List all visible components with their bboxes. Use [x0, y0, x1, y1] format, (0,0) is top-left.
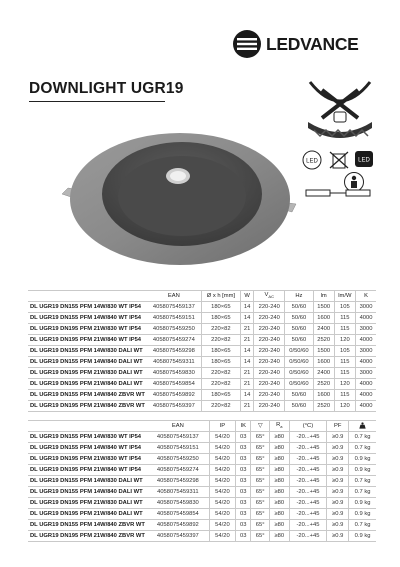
hz-cell: 50/60 — [285, 324, 314, 335]
ean-cell: 4058075459854 — [147, 379, 201, 390]
ip-cell: 54/20 — [209, 509, 235, 520]
table-header: lm — [313, 291, 334, 302]
table-header: EAN — [147, 421, 209, 432]
table-row — [28, 509, 376, 520]
table-header: $V_{AC}$ — [254, 291, 285, 302]
table-header-blank — [28, 421, 147, 432]
product-name-cell: DL UGR19 DN155 PFM 14W/830 WT IP54 — [28, 302, 147, 313]
product-name-cell: DL UGR19 DN195 PFM 21W/830 DALI WT — [28, 498, 147, 509]
product-name-cell: DL UGR19 DN195 PFM 21W/840 ZBVR WT — [28, 401, 147, 412]
no-fall-icon — [308, 82, 372, 138]
kg-cell: 0.9 kg — [349, 498, 376, 509]
k-cell: 3000 — [356, 346, 376, 357]
product-name-cell: DL UGR19 DN155 PFM 14W/840 ZBVR WT — [28, 390, 147, 401]
vac-cell: 220-240 — [254, 357, 285, 368]
temp-cell: -20...+45 — [289, 520, 327, 531]
ean-cell: 4058075459298 — [147, 476, 209, 487]
vac-cell: 220-240 — [254, 390, 285, 401]
dim-cell: 220×82 — [201, 368, 240, 379]
ra-cell: ≥80 — [269, 509, 289, 520]
table-row — [28, 379, 376, 390]
ik-cell: 03 — [236, 487, 251, 498]
led-circle-icon — [303, 151, 321, 169]
ean-cell: 4058075459892 — [147, 390, 201, 401]
product-name-cell: DL UGR19 DN195 PFM 21W/840 WT IP54 — [28, 465, 147, 476]
ra-cell: ≥80 — [269, 487, 289, 498]
lm-cell: 1600 — [313, 357, 334, 368]
ip-cell: 54/20 — [209, 487, 235, 498]
person-icon — [345, 173, 364, 192]
kg-cell: 0.7 kg — [349, 432, 376, 443]
ra-cell: ≥80 — [269, 498, 289, 509]
lm-cell: 2400 — [313, 368, 334, 379]
dim-cell: 180×65 — [201, 302, 240, 313]
product-name-cell: DL UGR19 DN155 PFM 14W/840 WT IP54 — [28, 313, 147, 324]
ledvance-mark-icon — [232, 29, 262, 59]
ean-cell: 4058075459298 — [147, 346, 201, 357]
table-body — [28, 432, 376, 542]
ip-cell: 54/20 — [209, 465, 235, 476]
kg-cell: 0.7 kg — [349, 476, 376, 487]
product-name-cell: DL UGR19 DN155 PFM 14W/830 DALI WT — [28, 476, 147, 487]
w-cell: 21 — [240, 379, 253, 390]
product-name-cell: DL UGR19 DN195 PFM 21W/830 DALI WT — [28, 368, 147, 379]
product-name-cell: DL UGR19 DN195 PFM 21W/840 DALI WT — [28, 379, 147, 390]
table-row — [28, 346, 376, 357]
k-cell: 4000 — [356, 357, 376, 368]
dim-cell: 220×82 — [201, 324, 240, 335]
w-cell: 21 — [240, 368, 253, 379]
table-header: lm/W — [334, 291, 355, 302]
ean-cell: 4058075459250 — [147, 324, 201, 335]
lmw-cell: 115 — [334, 368, 355, 379]
hz-cell: 0/50/60 — [285, 357, 314, 368]
product-name-cell: DL UGR19 DN195 PFM 21W/840 DALI WT — [28, 509, 147, 520]
table-header: IP — [209, 421, 235, 432]
beam-cell: 65° — [251, 531, 270, 542]
lm-cell: 2520 — [313, 335, 334, 346]
ik-cell: 03 — [236, 454, 251, 465]
table-body — [28, 302, 376, 412]
temp-cell: -20...+45 — [289, 432, 327, 443]
ip-cell: 54/20 — [209, 443, 235, 454]
table-row — [28, 313, 376, 324]
table-row — [28, 520, 376, 531]
kg-cell: 0.7 kg — [349, 520, 376, 531]
k-cell: 4000 — [356, 335, 376, 346]
beam-cell: 65° — [251, 520, 270, 531]
beam-cell: 65° — [251, 443, 270, 454]
table-header: K — [356, 291, 376, 302]
table-header: $R_a$ — [269, 421, 289, 432]
pf-cell: ≥0.9 — [327, 531, 349, 542]
w-cell: 21 — [240, 324, 253, 335]
kg-cell: 0.7 kg — [349, 487, 376, 498]
temp-cell: -20...+45 — [289, 476, 327, 487]
w-cell: 14 — [240, 313, 253, 324]
dim-cell: 180×65 — [201, 313, 240, 324]
w-cell: 21 — [240, 335, 253, 346]
ean-cell: 4058075459854 — [147, 509, 209, 520]
title-divider — [29, 101, 165, 102]
downlight-product-image — [60, 124, 300, 274]
kg-cell: 0.7 kg — [349, 443, 376, 454]
table-header: Hz — [285, 291, 314, 302]
lmw-cell: 115 — [334, 357, 355, 368]
table-header: ▽ — [251, 421, 270, 432]
lmw-cell: 120 — [334, 335, 355, 346]
ean-cell: 4058075459311 — [147, 487, 209, 498]
table-header-blank — [28, 291, 147, 302]
ra-cell: ≥80 — [269, 465, 289, 476]
product-name-cell: DL UGR19 DN155 PFM 14W/840 ZBVR WT — [28, 520, 147, 531]
dim-cell: 180×65 — [201, 390, 240, 401]
brand-name: LEDVANCE — [266, 33, 359, 54]
ik-cell: 03 — [236, 531, 251, 542]
table-row — [28, 324, 376, 335]
feature-icons — [300, 72, 380, 202]
product-name-cell: DL UGR19 DN195 PFM 21W/830 WT IP54 — [28, 324, 147, 335]
lm-cell: 1600 — [313, 390, 334, 401]
table-row — [28, 465, 376, 476]
dim-cell: 180×65 — [201, 357, 240, 368]
ra-cell: ≥80 — [269, 520, 289, 531]
temp-cell: -20...+45 — [289, 498, 327, 509]
table-row — [28, 302, 376, 313]
lmw-cell: 105 — [334, 302, 355, 313]
temp-cell: -20...+45 — [289, 454, 327, 465]
driver-icon — [306, 190, 370, 196]
vac-cell: 220-240 — [254, 302, 285, 313]
ip-cell: 54/20 — [209, 432, 235, 443]
pf-cell: ≥0.9 — [327, 443, 349, 454]
lmw-cell: 120 — [334, 379, 355, 390]
table-row — [28, 454, 376, 465]
ean-cell: 4058075459137 — [147, 432, 209, 443]
hz-cell: 50/60 — [285, 335, 314, 346]
lm-cell: 2400 — [313, 324, 334, 335]
ra-cell: ≥80 — [269, 476, 289, 487]
table-header: EAN — [147, 291, 201, 302]
vac-cell: 220-240 — [254, 379, 285, 390]
w-cell: 21 — [240, 401, 253, 412]
pf-cell: ≥0.9 — [327, 498, 349, 509]
w-cell: 14 — [240, 346, 253, 357]
table-row — [28, 357, 376, 368]
ik-cell: 03 — [236, 432, 251, 443]
ean-cell: 4058075459137 — [147, 302, 201, 313]
vac-cell: 220-240 — [254, 313, 285, 324]
table-header-row — [28, 421, 376, 432]
table-row — [28, 390, 376, 401]
ean-cell: 4058075459274 — [147, 465, 209, 476]
table-header: PF — [327, 421, 349, 432]
lmw-cell: 120 — [334, 401, 355, 412]
product-name-cell: DL UGR19 DN195 PFM 21W/840 ZBVR WT — [28, 531, 147, 542]
table-header: W — [240, 291, 253, 302]
dim-cell: 220×82 — [201, 401, 240, 412]
k-cell: 4000 — [356, 401, 376, 412]
product-name-cell: DL UGR19 DN155 PFM 14W/840 DALI WT — [28, 487, 147, 498]
spec-table-physical — [28, 420, 376, 542]
ik-cell: 03 — [236, 465, 251, 476]
table-row — [28, 335, 376, 346]
beam-cell: 65° — [251, 498, 270, 509]
ra-cell: ≥80 — [269, 531, 289, 542]
pf-cell: ≥0.9 — [327, 487, 349, 498]
ra-cell: ≥80 — [269, 454, 289, 465]
table-row — [28, 401, 376, 412]
ean-cell: 4058075459311 — [147, 357, 201, 368]
beam-cell: 65° — [251, 432, 270, 443]
dim-cell: 180×65 — [201, 346, 240, 357]
kg-cell: 0.9 kg — [349, 509, 376, 520]
lm-cell: 1600 — [313, 313, 334, 324]
hz-cell: 0/50/60 — [285, 368, 314, 379]
table-row — [28, 443, 376, 454]
pf-cell: ≥0.9 — [327, 476, 349, 487]
k-cell: 3000 — [356, 368, 376, 379]
beam-cell: 65° — [251, 487, 270, 498]
lm-cell: 1500 — [313, 346, 334, 357]
beam-cell: 65° — [251, 476, 270, 487]
vac-cell: 220-240 — [254, 324, 285, 335]
table-header: (°C) — [289, 421, 327, 432]
ra-cell: ≥80 — [269, 443, 289, 454]
hz-cell: 0/50/60 — [285, 379, 314, 390]
k-cell: 4000 — [356, 313, 376, 324]
ean-cell: 4058075459274 — [147, 335, 201, 346]
product-name-cell: DL UGR19 DN155 PFM 14W/830 WT IP54 — [28, 432, 147, 443]
temp-cell: -20...+45 — [289, 443, 327, 454]
temp-cell: -20...+45 — [289, 487, 327, 498]
product-name-cell: DL UGR19 DN195 PFM 21W/840 WT IP54 — [28, 335, 147, 346]
hz-cell: 50/60 — [285, 313, 314, 324]
ip-cell: 54/20 — [209, 454, 235, 465]
k-cell: 4000 — [356, 379, 376, 390]
lm-cell: 2520 — [313, 401, 334, 412]
vac-cell: 220-240 — [254, 346, 285, 357]
table-row — [28, 368, 376, 379]
k-cell: 3000 — [356, 302, 376, 313]
ik-cell: 03 — [236, 476, 251, 487]
hz-cell: 50/60 — [285, 401, 314, 412]
dim-cell: 220×82 — [201, 335, 240, 346]
weight-icon — [349, 421, 376, 432]
ean-cell: 4058075459151 — [147, 313, 201, 324]
ean-cell: 4058075459151 — [147, 443, 209, 454]
vac-cell: 220-240 — [254, 335, 285, 346]
hz-cell: 50/60 — [285, 302, 314, 313]
pf-cell: ≥0.9 — [327, 509, 349, 520]
table-header: IK — [236, 421, 251, 432]
lmw-cell: 115 — [334, 313, 355, 324]
k-cell: 4000 — [356, 390, 376, 401]
lmw-cell: 115 — [334, 390, 355, 401]
led-box-icon — [355, 151, 373, 167]
w-cell: 14 — [240, 302, 253, 313]
beam-cell: 65° — [251, 454, 270, 465]
lmw-cell: 105 — [334, 346, 355, 357]
vac-cell: 220-240 — [254, 368, 285, 379]
temp-cell: -20...+45 — [289, 531, 327, 542]
table-row — [28, 432, 376, 443]
kg-cell: 0.9 kg — [349, 531, 376, 542]
table-header: Ø x h [mm] — [201, 291, 240, 302]
table-row — [28, 487, 376, 498]
ik-cell: 03 — [236, 520, 251, 531]
temp-cell: -20...+45 — [289, 509, 327, 520]
product-name-cell: DL UGR19 DN195 PFM 21W/830 WT IP54 — [28, 454, 147, 465]
hz-cell: 0/50/60 — [285, 346, 314, 357]
kg-cell: 0.9 kg — [349, 454, 376, 465]
lm-cell: 2520 — [313, 379, 334, 390]
ean-cell: 4058075459830 — [147, 368, 201, 379]
pf-cell: ≥0.9 — [327, 520, 349, 531]
pf-cell: ≥0.9 — [327, 454, 349, 465]
ip-cell: 54/20 — [209, 476, 235, 487]
product-name-cell: DL UGR19 DN155 PFM 14W/840 DALI WT — [28, 357, 147, 368]
hz-cell: 50/60 — [285, 390, 314, 401]
pf-cell: ≥0.9 — [327, 465, 349, 476]
lmw-cell: 115 — [334, 324, 355, 335]
temp-cell: -20...+45 — [289, 465, 327, 476]
svg-text:LED: LED — [358, 157, 370, 164]
kg-cell: 0.9 kg — [349, 465, 376, 476]
ik-cell: 03 — [236, 443, 251, 454]
ip-cell: 54/20 — [209, 531, 235, 542]
ean-cell: 4058075459397 — [147, 531, 209, 542]
beam-cell: 65° — [251, 509, 270, 520]
ean-cell: 4058075459830 — [147, 498, 209, 509]
dim-cell: 220×82 — [201, 379, 240, 390]
beam-cell: 65° — [251, 465, 270, 476]
svg-text:LED: LED — [306, 158, 318, 165]
ean-cell: 4058075459397 — [147, 401, 201, 412]
brand-logo — [232, 29, 359, 59]
ik-cell: 03 — [236, 498, 251, 509]
lm-cell: 1500 — [313, 302, 334, 313]
ean-cell: 4058075459250 — [147, 454, 209, 465]
ik-cell: 03 — [236, 509, 251, 520]
pf-cell: ≥0.9 — [327, 432, 349, 443]
ra-cell: ≥80 — [269, 432, 289, 443]
vac-cell: 220-240 — [254, 401, 285, 412]
table-row — [28, 498, 376, 509]
ip-cell: 54/20 — [209, 520, 235, 531]
page-title: DOWNLIGHT UGR19 — [29, 80, 184, 97]
product-name-cell: DL UGR19 DN155 PFM 14W/840 WT IP54 — [28, 443, 147, 454]
table-row — [28, 476, 376, 487]
product-name-cell: DL UGR19 DN155 PFM 14W/830 DALI WT — [28, 346, 147, 357]
ean-cell: 4058075459892 — [147, 520, 209, 531]
w-cell: 14 — [240, 390, 253, 401]
ip-cell: 54/20 — [209, 498, 235, 509]
spec-table-electrical — [28, 290, 376, 412]
table-row — [28, 531, 376, 542]
w-cell: 14 — [240, 357, 253, 368]
table-header-row — [28, 291, 376, 302]
k-cell: 3000 — [356, 324, 376, 335]
no-waste-icon — [330, 152, 348, 168]
